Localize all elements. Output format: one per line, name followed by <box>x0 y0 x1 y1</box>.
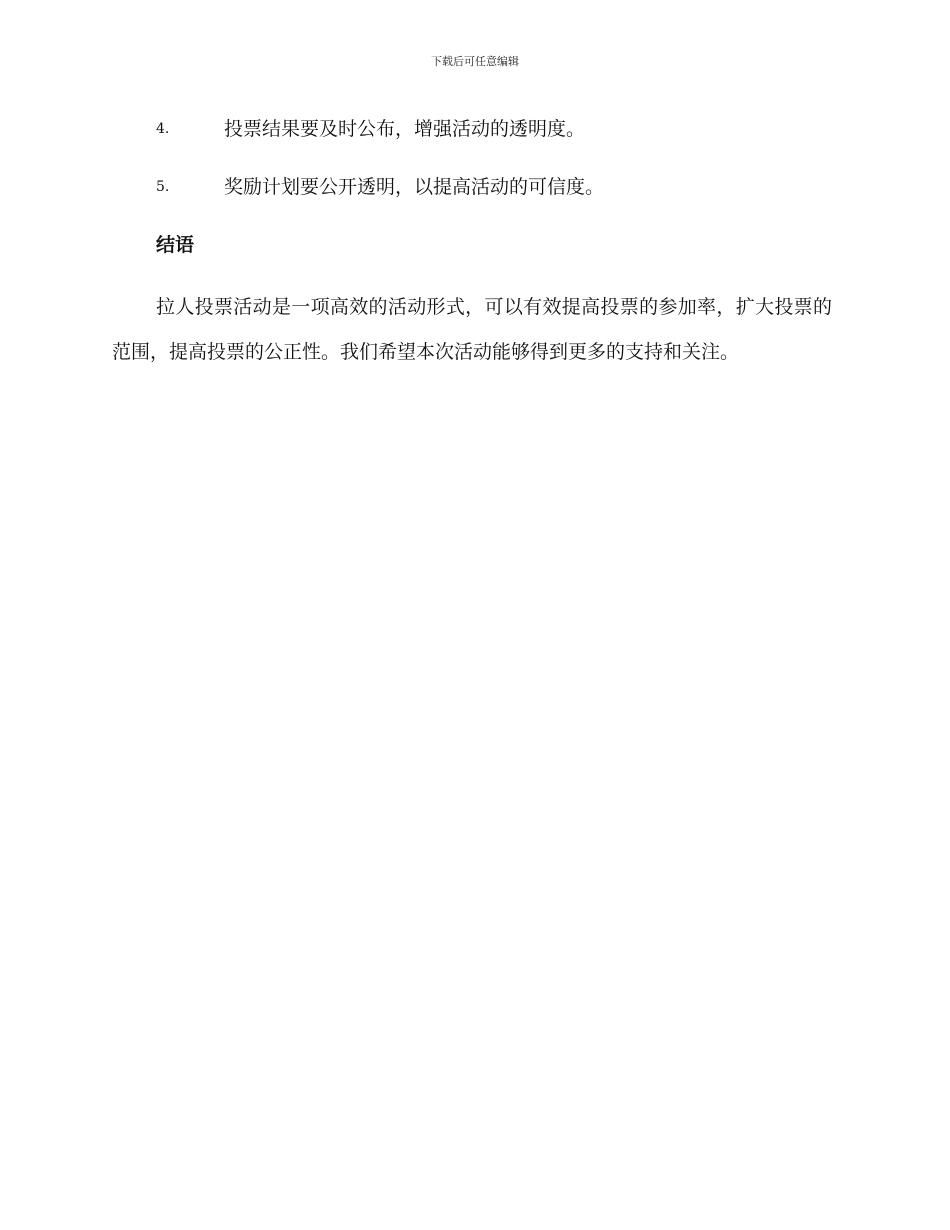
list-item-text: 投票结果要及时公布，增强活动的透明度。 <box>224 118 586 140</box>
list-item-text: 奖励计划要公开透明，以提高活动的可信度。 <box>224 176 605 198</box>
list-item-number: 4. <box>156 121 170 137</box>
list-item-number: 5. <box>156 179 170 195</box>
page-header-note: 下载后可任意编辑 <box>431 55 519 68</box>
list-item <box>0 172 950 202</box>
conclusion-paragraph: 拉人投票活动是一项高效的活动形式，可以有效提高投票的参加率，扩大投票的范围，提高投票的公正性。我们希望本次活动能够得到更多的支持和关注。 <box>112 296 832 363</box>
conclusion-heading: 结语 <box>156 234 195 256</box>
list-item <box>0 114 950 144</box>
